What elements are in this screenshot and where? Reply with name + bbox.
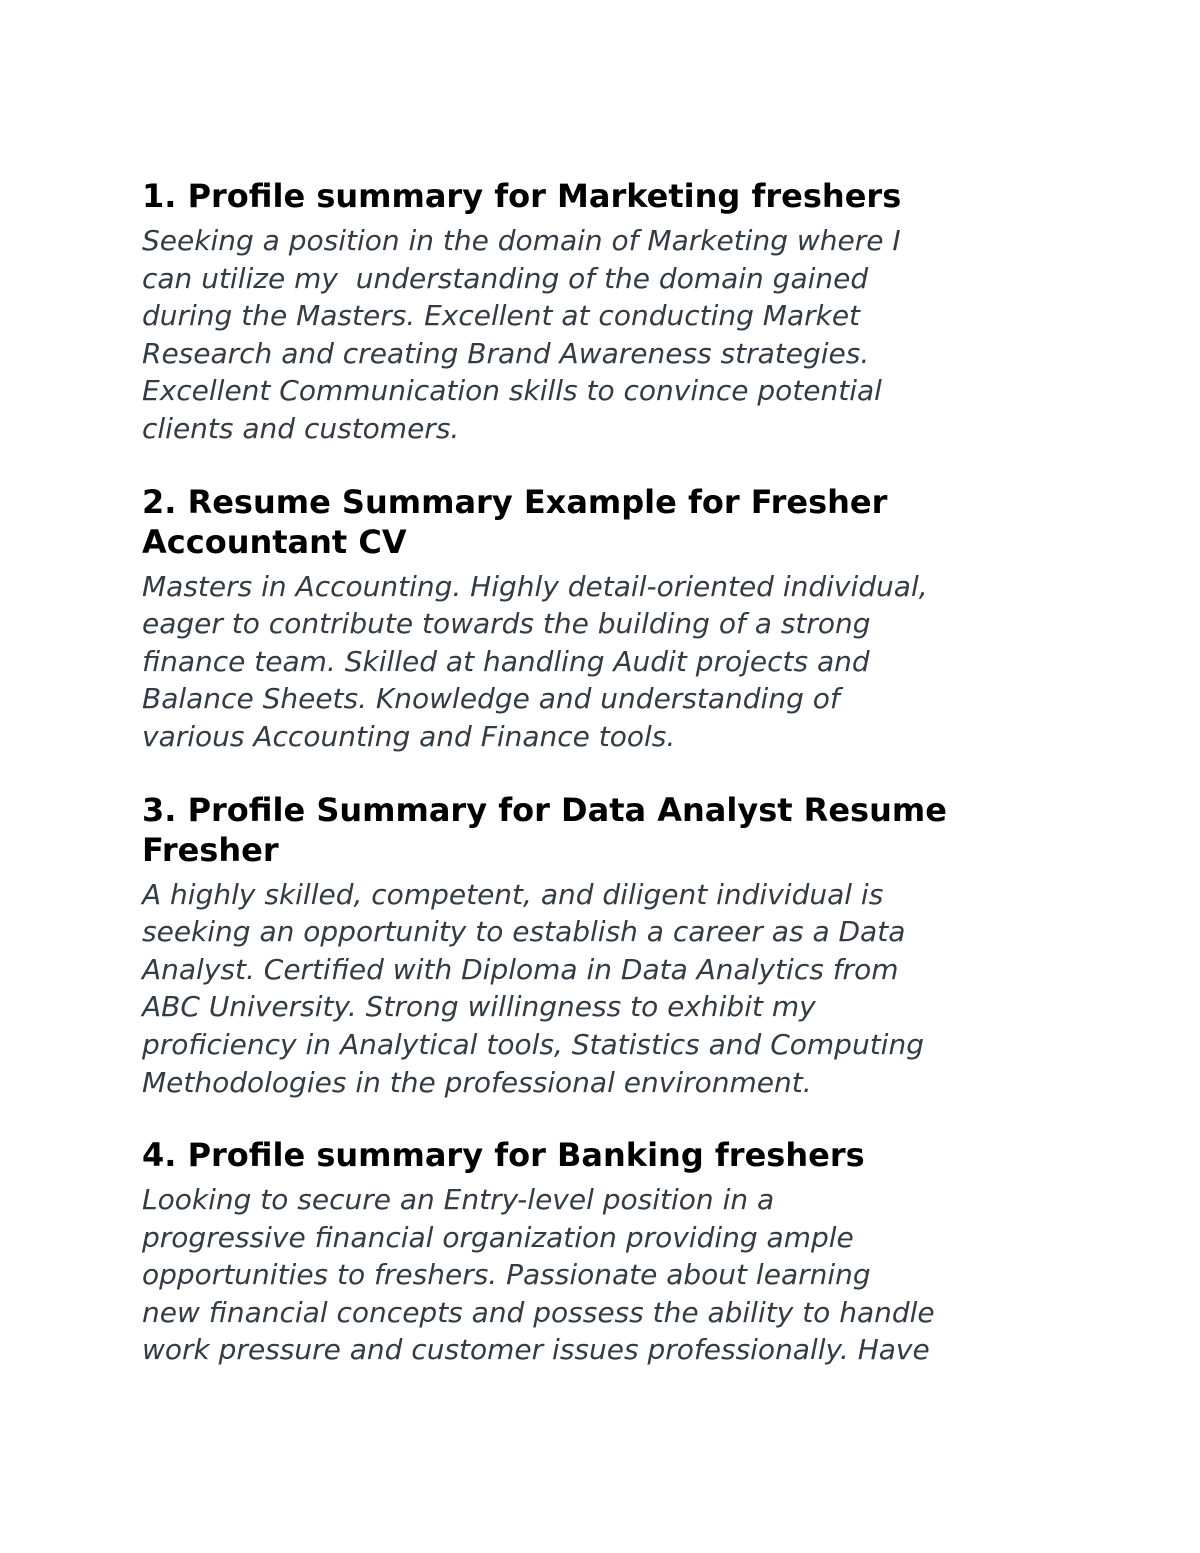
section-body — [142, 1181, 1102, 1369]
section-spacer — [142, 1101, 1102, 1135]
body-line: Seeking a position in the domain of Marketing where I — [142, 224, 901, 257]
body-line: new financial concepts and possess the ability to handle — [142, 1295, 935, 1329]
body-line: Research and creating Brand Awareness strategies. — [142, 336, 870, 370]
section-heading — [142, 1135, 1102, 1175]
body-line: Methodologies in the professional environment. — [142, 1065, 812, 1099]
section-heading — [142, 176, 1102, 216]
body-line: opportunities to freshers. Passionate about learning — [142, 1258, 871, 1292]
body-line: ABC University. Strong willingness to exhibit my — [142, 990, 816, 1024]
heading-line: Accountant CV — [142, 522, 407, 561]
heading-line: 4. Profile summary for Banking freshers — [142, 1136, 865, 1175]
heading-line: 3. Profile Summary for Data Analyst Resume — [142, 790, 947, 829]
body-line: can utilize my understanding of the domain gained — [142, 261, 869, 295]
section-heading — [142, 482, 1102, 562]
section-heading — [142, 790, 1102, 870]
body-line: work pressure and customer issues professionally. Have — [142, 1333, 930, 1367]
body-line: during the Masters. Excellent at conducting Market — [142, 299, 861, 333]
document-page — [142, 176, 1102, 1369]
section-body — [142, 568, 1102, 756]
body-line: Masters in Accounting. Highly detail-oriented individual, — [142, 569, 928, 603]
body-line: clients and customers. — [142, 411, 460, 445]
section-spacer — [142, 448, 1102, 482]
heading-line: Fresher — [142, 830, 279, 869]
heading-line: 2. Resume Summary Example for Fresher — [142, 482, 888, 521]
body-line: progressive financial organization providing ample — [142, 1220, 854, 1254]
section-data-analyst — [142, 790, 1102, 1102]
section-accountant — [142, 482, 1102, 756]
body-line: Excellent Communication skills to convince potential — [142, 374, 882, 408]
section-banking — [142, 1135, 1102, 1369]
heading-line: 1. Profile summary for Marketing freshers — [142, 177, 902, 215]
body-line: seeking an opportunity to establish a career as a Data — [142, 915, 906, 949]
section-spacer — [142, 756, 1102, 790]
body-line: various Accounting and Finance tools. — [142, 719, 676, 753]
body-line: proficiency in Analytical tools, Statistics and Computing — [142, 1027, 924, 1061]
body-line: Looking to secure an Entry-level position in a — [142, 1183, 775, 1217]
body-line: A highly skilled, competent, and diligent individual is — [142, 877, 884, 911]
body-line: eager to contribute towards the building of a strong — [142, 607, 871, 641]
section-body — [142, 876, 1102, 1102]
section-body — [142, 222, 1102, 448]
body-line: finance team. Skilled at handling Audit projects and — [142, 644, 870, 678]
section-marketing — [142, 176, 1102, 448]
body-line: Analyst. Certified with Diploma in Data Analytics from — [142, 952, 899, 986]
body-line: Balance Sheets. Knowledge and understanding of — [142, 682, 840, 716]
